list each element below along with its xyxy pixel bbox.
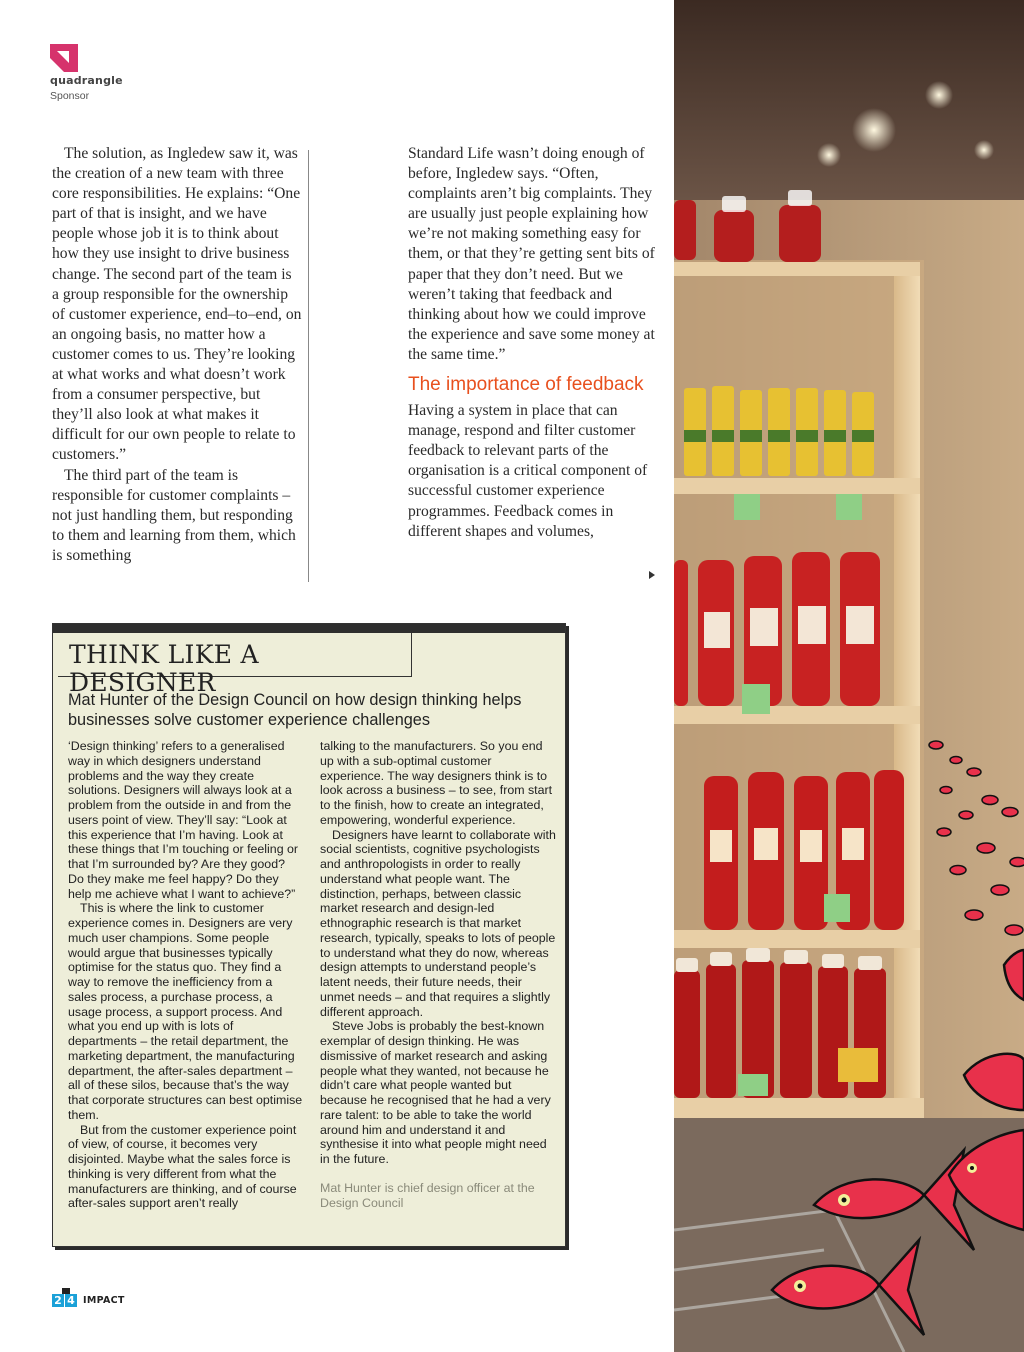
sponsor-label: Sponsor xyxy=(50,90,90,102)
sponsor-block xyxy=(50,44,123,102)
box-paragraph: But from the customer experience point of view, of course, it becomes very disjointed. Maybe what the sales force is thinking is very different from what the manufacturers are thinking, and of course after-sales support aren’t really xyxy=(68,1122,297,1211)
page-number-cap xyxy=(62,1288,70,1294)
box-subtitle: Mat Hunter of the Design Council on how design thinking helps businesses solve customer experience challenges xyxy=(68,691,522,729)
box-paragraph: This is where the link to customer experience comes in. Designers are very much user champions. Some people would argue that businesses typically optimise for the status quo. They find a way to remove the inefficiency from a sales process, a purchase process, a usage process, a support process. And what you end up with is lots of departments – the retail department, the marketing department, the manufacturing department, the after-sales department – all of these silos, because that’s the way that corporate structures can best optimise them. xyxy=(68,901,303,1122)
supermarket-photo xyxy=(674,0,1024,1352)
magazine-name: IMPACT xyxy=(83,1295,125,1306)
article-paragraph: The solution, as Ingledew saw it, was the creation of a new team with three core responsibilities. He explains: “One part of that is insight, and we have people whose job it is to think about how they use insight to drive business change. The second part of the team is a group responsible for the ownership of customer experience, end–to–end, on an ongoing basis, no matter how a customer comes to us. They’re looking at what works and what doesn’t work from a consumer perspective, but they’ll also look at what makes it difficult for our own people to relate to customers.” xyxy=(52,145,302,464)
sponsor-brand: quadrangle xyxy=(50,74,123,87)
box-column-1 xyxy=(68,739,304,1211)
byline: Mat Hunter is chief design officer at the Design Council xyxy=(320,1180,535,1210)
article-column-1 xyxy=(52,144,302,566)
box-paragraph: Steve Jobs is probably the best-known exemplar of design thinking. He was dismissive of market research and asking people what they wanted, not because he didn’t care what people wanted but because he recognised that he had a very rare talent: to be able to take the world around him and understand it and synthesise it into what people might need in the future. xyxy=(320,1019,551,1166)
box-paragraph: Designers have learnt to collaborate with social scientists, cognitive psychologists and anthropologists in order to really understand what people want. The distinction, perhaps, between classic market research and design-led ethnographic research is that market research, typically, speaks to lots of people to understand what they do now, whereas design attempts to understand people’s latent needs, their future needs, their unmet needs – and that requires a slightly different approach. xyxy=(320,827,556,1019)
box-title: THINK LIKE A DESIGNER xyxy=(69,640,259,697)
box-paragraph: ‘Design thinking’ refers to a generalised way in which designers understand problems and the way they create solutions. Designers will always look at a problem from the outside in and from the users point of view. They’ll say: “Look at this experience that I’m having. Look at these things that I’m touching or feeling or that I’m surrounded by? Are they good? Do they make me feel happy? Do they help me achieve what I want to achieve?” xyxy=(68,739,299,901)
box-top-bar xyxy=(53,624,565,633)
article-paragraph: The third part of the team is responsible for customer complaints – not just handling them, but responding to them and learning from them, which is something xyxy=(52,466,296,564)
quadrangle-logo-icon xyxy=(50,44,78,72)
page-number xyxy=(52,1294,78,1307)
page-digit: 2 xyxy=(52,1294,64,1307)
sidebar-box xyxy=(52,623,566,1247)
section-heading: The importance of feedback xyxy=(408,374,644,396)
page-digit: 4 xyxy=(65,1294,77,1307)
box-title-frame xyxy=(58,633,412,697)
column-divider xyxy=(308,150,309,582)
box-paragraph: talking to the manufacturers. So you end up with a sub-optimal customer experience. The way designers think is to look across a business – to see, from start to the finish, how to create an integrated, empowering, wonderful experience. xyxy=(320,739,553,827)
article-column-2 xyxy=(408,144,660,542)
page-footer xyxy=(52,1294,125,1307)
article-paragraph: Standard Life wasn’t doing enough of before, Ingledew says. “Often, complaints aren’t big complaints. They are usually just people explaining how we’re not making something easy for them, or that they’re getting sent bits of paper that they don’t need. But we weren’t taking that feedback and thinking about how we could improve the experience and save some money at the same time.” xyxy=(408,145,655,363)
box-column-2 xyxy=(320,739,556,1210)
article-paragraph: Having a system in place that can manage, respond and filter customer feedback to relevant parts of the organisation is a critical component of successful customer experience programmes. Feedback comes in different shapes and volumes, xyxy=(408,402,648,540)
continue-arrow-icon xyxy=(649,571,655,579)
